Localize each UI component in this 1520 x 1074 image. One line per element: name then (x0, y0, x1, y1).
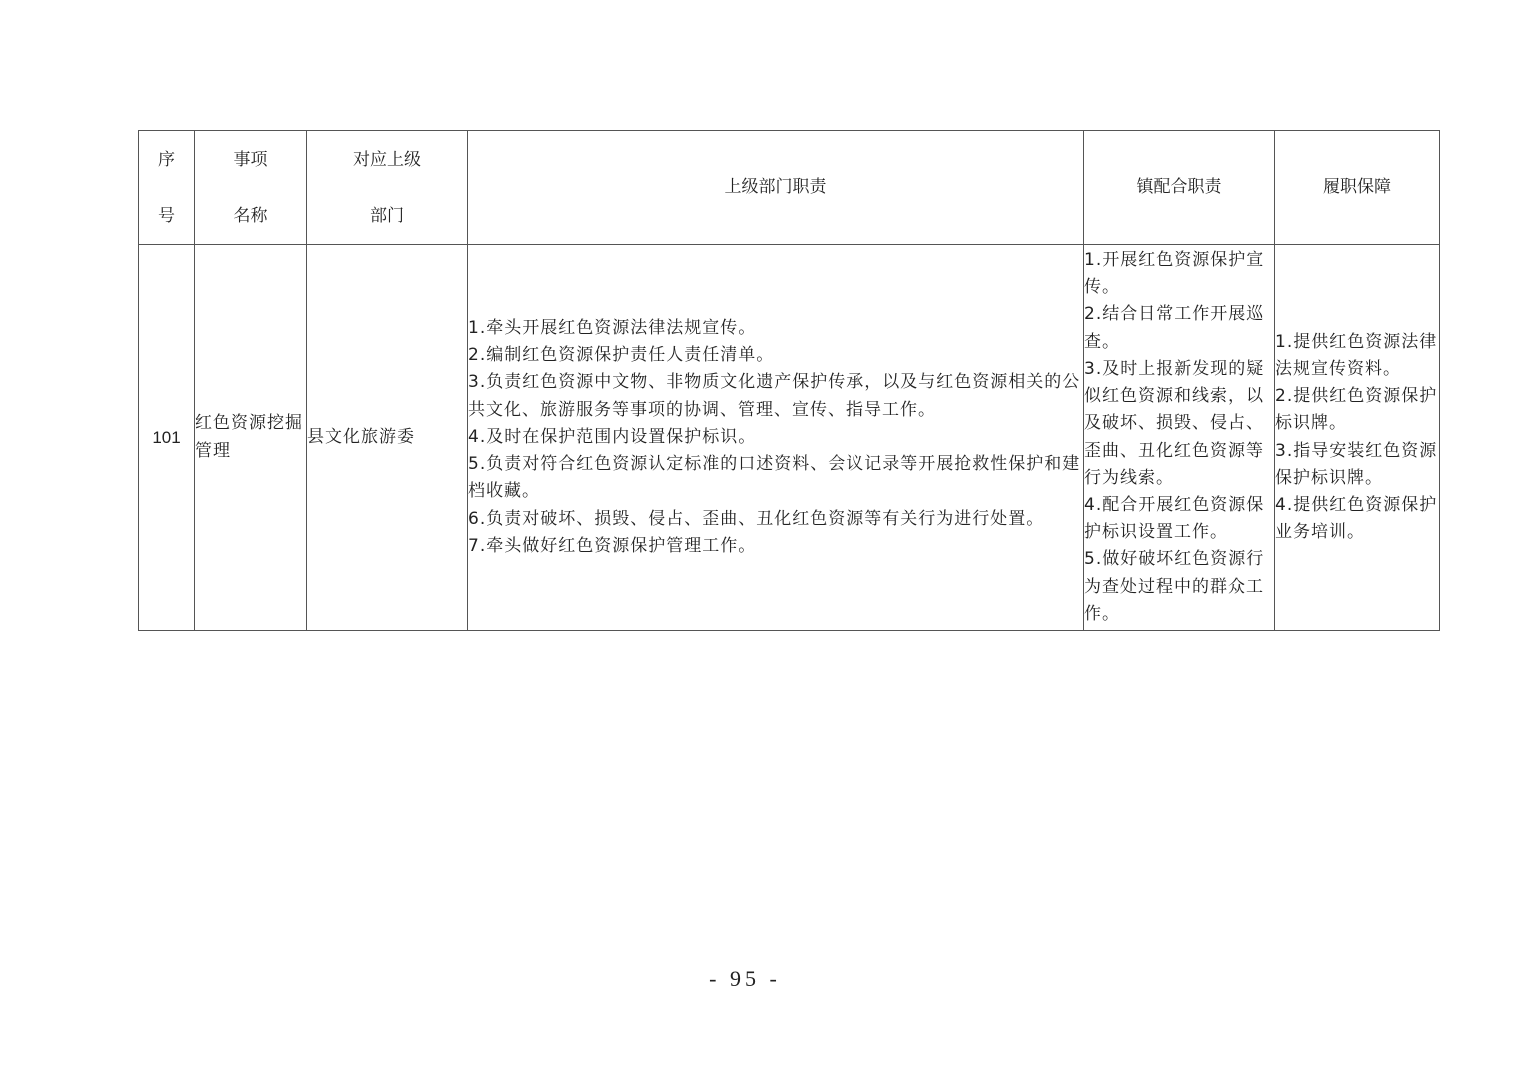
header-seq-line-1: 序 (158, 149, 175, 170)
header-upper-dept (307, 131, 468, 245)
header-town-duty: 镇配合职责 (1084, 131, 1275, 245)
guarantee-item-2: 2.提供红色资源保护标识牌。 (1275, 386, 1438, 434)
table-header-row (139, 131, 1440, 245)
cell-item-name: 红色资源挖掘管理 (195, 245, 307, 631)
header-upper-dept-line-2: 部门 (370, 205, 404, 226)
town-duty-item-1: 1.开展红色资源保护宣传。 (1084, 250, 1265, 298)
town-duty-item-2: 2.结合日常工作开展巡查。 (1084, 304, 1265, 352)
header-upper-duty: 上级部门职责 (468, 131, 1084, 245)
upper-duty-item-4: 4.及时在保护范围内设置保护标识。 (468, 426, 757, 447)
upper-duty-item-1: 1.牵头开展红色资源法律法规宣传。 (468, 318, 757, 339)
cell-upper-dept: 县文化旅游委 (307, 245, 468, 631)
guarantee-item-4: 4.提供红色资源保护业务培训。 (1275, 494, 1438, 543)
upper-duty-item-3: 3.负责红色资源中文物、非物质文化遗产保护传承，以及与红色资源相关的公共文化、旅游服务等事项的协调、管理、宣传、指导工作。 (468, 372, 1081, 420)
town-duty-item-4: 4.配合开展红色资源保护标识设置工作。 (1084, 494, 1265, 543)
header-item-name-line-1: 事项 (233, 149, 268, 170)
header-upper-dept-line-1: 对应上级 (353, 149, 421, 170)
upper-duty-item-7: 7.牵头做好红色资源保护管理工作。 (468, 535, 757, 556)
header-seq-line-2: 号 (158, 205, 175, 226)
cell-guarantee (1275, 245, 1440, 631)
header-item-name-line-2: 名称 (233, 205, 268, 226)
header-seq (139, 131, 195, 245)
town-duty-item-3: 3.及时上报新发现的疑似红色资源和线索，以及破坏、损毁、侵占、歪曲、丑化红色资源等行为线索。 (1084, 358, 1265, 488)
header-item-name (195, 131, 307, 245)
upper-duty-item-6: 6.负责对破坏、损毁、侵占、歪曲、丑化红色资源等有关行为进行处置。 (468, 508, 1045, 529)
page-number: - 95 - (709, 966, 781, 991)
guarantee-item-3: 3.指导安装红色资源保护标识牌。 (1275, 440, 1438, 488)
cell-seq: 101 (139, 245, 195, 631)
town-duty-item-5: 5.做好破坏红色资源行为查处过程中的群众工作。 (1084, 549, 1265, 624)
header-guarantee: 履职保障 (1275, 131, 1440, 245)
table-row (139, 245, 1440, 631)
upper-duty-item-5: 5.负责对符合红色资源认定标准的口述资料、会议记录等开展抢救性保护和建档收藏。 (468, 454, 1081, 502)
cell-upper-duty (468, 245, 1084, 631)
guarantee-item-1: 1.提供红色资源法律法规宣传资料。 (1275, 331, 1438, 379)
cell-town-duty (1084, 245, 1275, 631)
duty-table (138, 130, 1440, 631)
upper-duty-item-2: 2.编制红色资源保护责任人责任清单。 (468, 345, 775, 366)
